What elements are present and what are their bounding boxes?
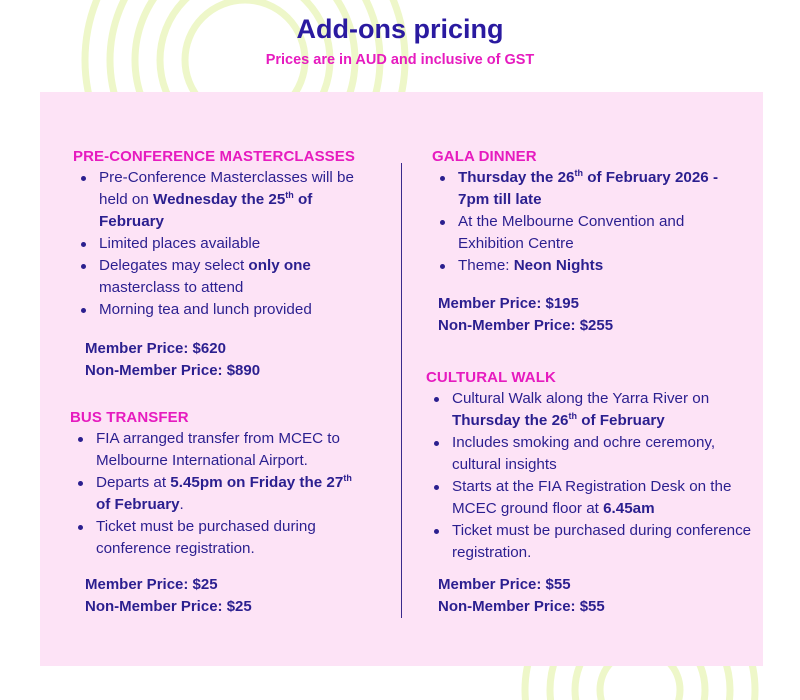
list-item: Starts at the FIA Registration Desk on the MCEC ground floor at 6.45am xyxy=(426,476,756,520)
nonmember-price: Non-Member Price: $890 xyxy=(85,362,261,379)
gala-section xyxy=(432,148,732,277)
list-item: Includes smoking and ochre ceremony, cultural insights xyxy=(426,432,756,476)
member-price: Member Price: $195 xyxy=(438,295,579,312)
list-item: Thursday the 26th of February 2026 - 7pm till late xyxy=(432,167,732,211)
masterclasses-section xyxy=(73,148,373,321)
list-item: Limited places available xyxy=(73,233,373,255)
bus-section xyxy=(70,409,370,560)
page-title: Add-ons pricing xyxy=(296,14,504,44)
nonmember-price: Non-Member Price: $55 xyxy=(438,598,605,615)
nonmember-price: Non-Member Price: $25 xyxy=(85,598,252,615)
page-subtitle: Prices are in AUD and inclusive of GST xyxy=(265,52,535,68)
list-item: Ticket must be purchased during conference registration. xyxy=(70,516,370,560)
walk-list xyxy=(426,388,756,564)
bus-prices xyxy=(85,574,252,618)
gala-list xyxy=(432,167,732,277)
list-item: Theme: Neon Nights xyxy=(432,255,732,277)
column-divider xyxy=(401,163,402,618)
nonmember-price: Non-Member Price: $255 xyxy=(438,317,614,334)
walk-section xyxy=(426,369,756,564)
list-item: At the Melbourne Convention and Exhibition Centre xyxy=(432,211,732,255)
member-price: Member Price: $620 xyxy=(85,340,226,357)
walk-prices xyxy=(438,574,605,618)
list-item: Departs at 5.45pm on Friday the 27th of February. xyxy=(70,472,370,516)
gala-prices xyxy=(438,293,613,337)
gala-title: GALA DINNER xyxy=(432,148,537,165)
bus-list xyxy=(70,428,370,560)
bus-title: BUS TRANSFER xyxy=(70,409,189,426)
member-price: Member Price: $25 xyxy=(85,576,218,593)
masterclasses-prices xyxy=(85,338,260,382)
masterclasses-list xyxy=(73,167,373,321)
walk-title: CULTURAL WALK xyxy=(426,369,556,386)
member-price: Member Price: $55 xyxy=(438,576,571,593)
list-item: Cultural Walk along the Yarra River on Thursday the 26th of February xyxy=(426,388,756,432)
list-item: Pre-Conference Masterclasses will be held on Wednesday the 25th of February xyxy=(73,167,373,233)
list-item: Ticket must be purchased during conference registration. xyxy=(426,520,756,564)
list-item: FIA arranged transfer from MCEC to Melbourne International Airport. xyxy=(70,428,370,472)
masterclasses-title: PRE-CONFERENCE MASTERCLASSES xyxy=(73,148,355,165)
list-item: Delegates may select only one masterclass to attend xyxy=(73,255,373,299)
list-item: Morning tea and lunch provided xyxy=(73,299,373,321)
